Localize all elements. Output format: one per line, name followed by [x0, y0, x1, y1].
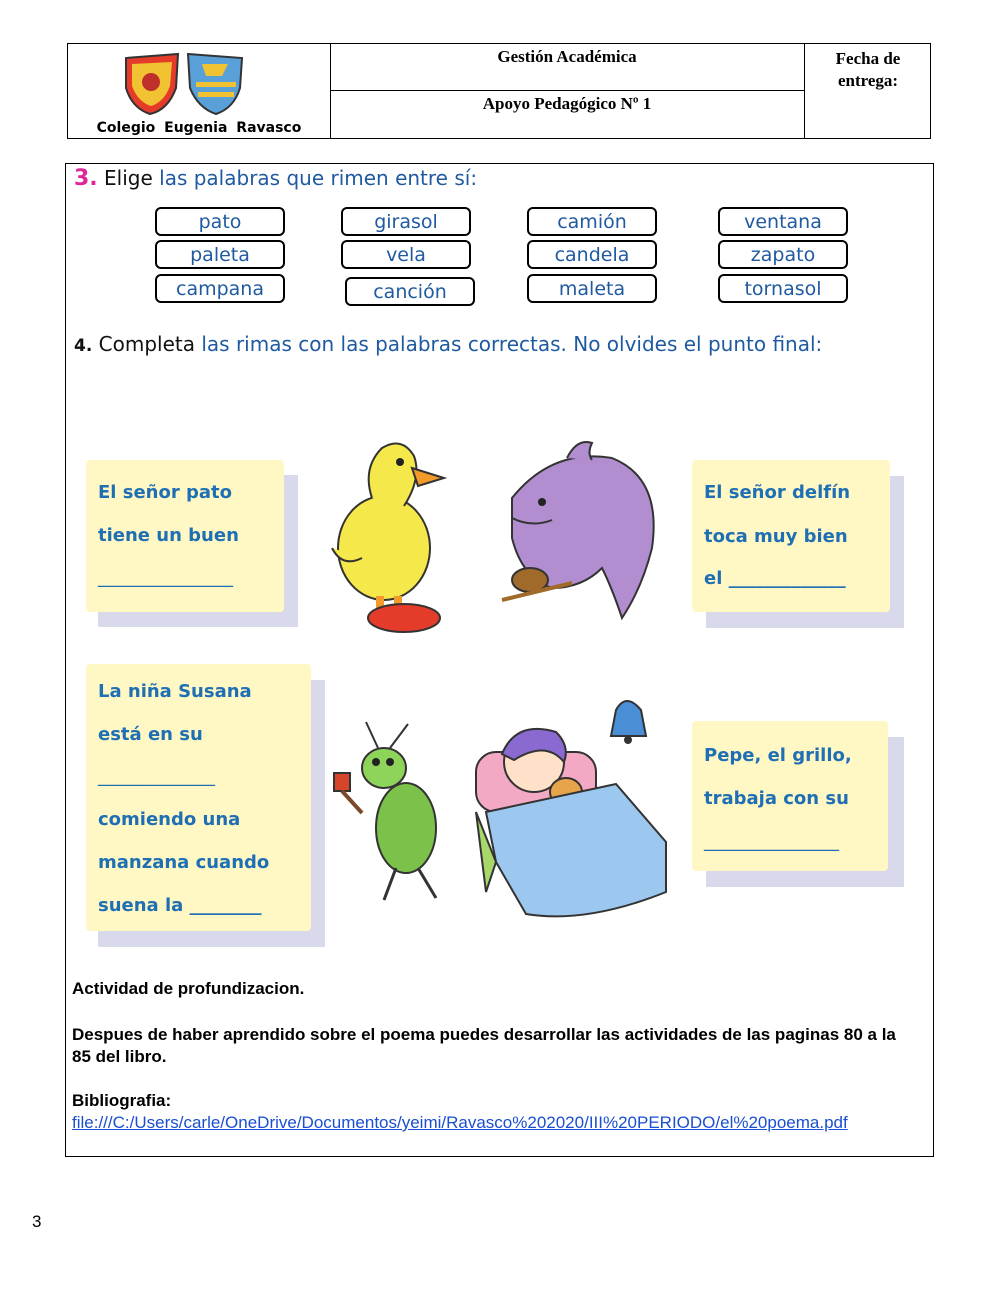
word-box[interactable]: maleta — [527, 274, 657, 303]
word-box[interactable]: ventana — [718, 207, 848, 236]
card-line: La niña Susana — [98, 681, 252, 702]
rhyme-card-susana — [86, 664, 311, 931]
answer-blank[interactable]: _______________ — [704, 831, 839, 852]
answer-blank[interactable]: suena la ________ — [98, 895, 262, 916]
question-4-verb: Completa — [98, 332, 195, 356]
header-table — [67, 43, 931, 139]
cricket-illustration — [326, 718, 456, 908]
area-title: Gestión Académica — [330, 44, 804, 91]
question-3 — [74, 166, 477, 191]
dolphin-illustration — [492, 438, 672, 628]
card-line: El señor pato — [98, 482, 232, 503]
card-line: Pepe, el grillo, — [704, 745, 852, 766]
word-box[interactable]: paleta — [155, 240, 285, 269]
rhyme-card-delfin — [692, 460, 890, 612]
word-box[interactable]: girasol — [341, 207, 471, 236]
word-box[interactable]: zapato — [718, 240, 848, 269]
card-line: comiendo una — [98, 809, 241, 830]
word-box[interactable]: vela — [341, 240, 471, 269]
card-line: toca muy bien — [704, 526, 848, 547]
duck-illustration — [322, 428, 452, 638]
delivery-date-label: Fecha de entrega: — [835, 49, 901, 90]
worksheet-box — [65, 163, 934, 1157]
school-name: Colegio Eugenia Ravasco — [96, 120, 302, 136]
word-box[interactable]: candela — [527, 240, 657, 269]
card-line: El señor delfín — [704, 482, 851, 503]
word-box[interactable]: camión — [527, 207, 657, 236]
document-title: Apoyo Pedagógico Nº 1 — [482, 94, 652, 113]
answer-blank[interactable]: _____________ — [98, 766, 215, 787]
card-line: trabaja con su — [704, 788, 849, 809]
bibliography-label: Bibliografia: — [72, 1091, 172, 1110]
answer-blank[interactable]: _______________ — [98, 567, 233, 588]
bibliography-link[interactable]: file:///C:/Users/carle/OneDrive/Documentos/yeimi/Ravasco%202020/III%20PERIODO/el%20poema.pdf — [72, 1113, 848, 1132]
word-box[interactable]: tornasol — [718, 274, 848, 303]
rhyme-card-grillo — [692, 721, 888, 871]
question-3-instruction: las palabras que rimen entre sí: — [152, 166, 478, 190]
question-3-verb: Elige — [104, 166, 153, 190]
rhyme-card-pato — [86, 460, 284, 612]
word-box[interactable]: canción — [345, 277, 475, 306]
activity-body: Despues de haber aprendido sobre el poema puedes desarrollar las actividades de las paginas 80 a la 85 del libro. — [72, 1025, 896, 1066]
activity-title: Actividad de profundizacion. — [72, 979, 305, 998]
question-4-instruction: las rimas con las palabras correctas. No olvides el punto final: — [195, 332, 823, 356]
word-box[interactable]: campana — [155, 274, 285, 303]
question-3-number: 3. — [74, 166, 98, 191]
word-box[interactable]: pato — [155, 207, 285, 236]
answer-blank[interactable]: el _____________ — [704, 568, 846, 589]
question-4-number: 4. — [74, 336, 93, 356]
question-4 — [74, 332, 822, 356]
card-line: manzana cuando — [98, 852, 270, 873]
card-line: está en su — [98, 724, 203, 745]
title-cell — [330, 44, 805, 138]
school-shields-logo — [118, 48, 248, 118]
logo-cell — [68, 44, 331, 138]
card-line: tiene un buen — [98, 525, 239, 546]
girl-in-bed-illustration — [466, 692, 686, 924]
page-number: 3 — [32, 1212, 42, 1231]
